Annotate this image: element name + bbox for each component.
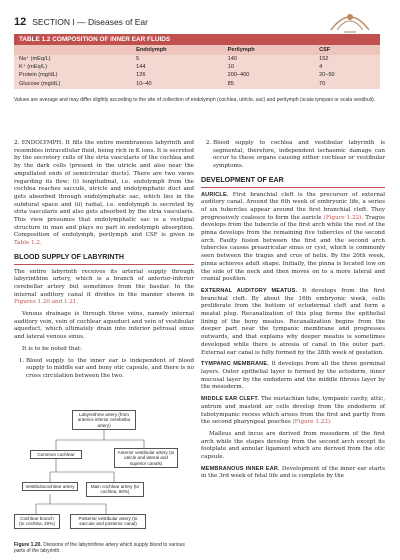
vestibulocochlear-node: Vestibulocochlear artery <box>22 482 78 491</box>
page-number: 12 <box>14 16 27 28</box>
list-item: 2. Blood supply to cochlea and vestibular labyrinth is segmental, therefore, independent ischaemic damage can occur to these organs causing either cochlear or vestibular symptoms. <box>213 140 385 171</box>
fluid-composition-table <box>14 34 380 89</box>
paragraph-text: It develops from all the three germinal layers. Outer epithelial layer is formed by the ectoderm, inner mucosal layer by the endoderm and the middle fibrous layer by the mesoderm. <box>201 361 385 391</box>
table-row <box>14 80 380 88</box>
table-cell: 85 <box>227 80 234 87</box>
table-cell: 4 <box>319 63 323 70</box>
subsection-heading: EXTERNAL AUDITORY MEATUS. <box>201 287 298 294</box>
labyrinthine-artery-diagram <box>14 400 194 540</box>
labyrinthine-artery-node: Labyrinthine artery (from anterior-inferior cerebellar artery) <box>72 410 136 430</box>
points-list-continued <box>201 140 385 171</box>
paragraph-text: The eustachian tube, tympanic cavity, attic, antrum and mastoid air cells develop from the endoderm of tubotympanic recess which arises from the first and partly from the second pharyngeal pouches <box>201 396 385 426</box>
development-heading: DEVELOPMENT OF EAR <box>201 177 385 188</box>
section-title: SECTION I — Diseases of Ear <box>32 17 148 27</box>
blood-supply-heading: BLOOD SUPPLY OF LABYRINTH <box>14 254 194 265</box>
table-cell: 70 <box>319 80 326 87</box>
left-column <box>14 140 194 385</box>
note-paragraph: It is to be noted that: <box>22 345 82 352</box>
table-row <box>14 55 380 63</box>
paragraph-text: It develops from the first branchial cleft. By about the 16th embryonic week, cells proliferate from the bottom of ectodermal cleft and form a meatal plug. Recanalization of this plug forms the epithelial lining of the bony meatus. Recanalization begins from the deeper part near the tympanic membrane and progresses outwards, and that explains why deeper meatus is sometimes developed while there is atresia of canal in the outer part. External ear canal is fully formed by the 28th week of gestation. <box>201 287 385 356</box>
subsection-heading: MEMBRANOUS INNER EAR. <box>201 465 280 472</box>
blood-supply-paragraph <box>14 269 194 308</box>
ossicles-paragraph: Malleus and incus are derived from mesoderm of the first arch while the stapes develop from the second arch except its footplate and annular ligament which are derived from the otic capsule. <box>201 430 385 461</box>
table-header-row <box>14 45 380 55</box>
paragraph-text: Tragus develops from the tubercle of the first arch while the rest of the pinna develops from the remaining five tubercles of the second arch. Faulty fusion between the first and the second arch tubercles causes preauricular sinus or cyst, which is commonly seen between the tragus and crus of helix. By the 20th week, pinna achieves adult shape. Initially, the pinna is located low on the side of the neck and then moves on to a more lateral and cranial position. <box>201 214 386 283</box>
figure-link[interactable]: (Figure 1.22). <box>323 214 364 221</box>
main-cochlear-node: Main cochlear artery (to cochlea, 80%) <box>86 482 144 497</box>
subsection-heading: TYMPANIC MEMBRANE. <box>201 361 269 368</box>
inner-ear-paragraph <box>201 466 385 481</box>
paragraph-text: Development of the inner ear starts in the 3rd week of fetal life and is complete by the <box>201 465 385 480</box>
endolymph-paragraph <box>14 140 194 248</box>
auricle-paragraph <box>201 192 385 284</box>
paragraph-text: The entire labyrinth receives its arterial supply through labyrinthine artery, which is a branch of anterior-inferior cerebellar artery but sometimes from the basilar. In the internal auditory canal it divides in the manner shown in <box>14 268 194 298</box>
table-cell: 10 <box>227 63 234 70</box>
eam-paragraph <box>201 288 385 357</box>
table-cell: 144 <box>136 63 146 70</box>
table-cell: Na⁺ (mEq/L) <box>19 55 51 62</box>
table-link[interactable]: Table 1.2. <box>14 240 42 247</box>
figure-caption-text: Divisions of the labyrinthine artery which supply blood to various parts of the labyrinth. <box>14 542 185 555</box>
table-grid <box>14 45 380 89</box>
points-list <box>14 358 194 381</box>
figure-caption-label: Figure 1.20. <box>14 542 42 548</box>
table-cell: 152 <box>319 55 329 62</box>
table-header-cell <box>14 45 131 55</box>
table-row <box>14 72 380 80</box>
table-cell: Glucose (mg/dL) <box>19 80 61 87</box>
logo-emblem-icon <box>327 8 373 34</box>
right-column <box>201 140 385 485</box>
table-header-cell: Endolymph <box>131 45 223 55</box>
figure-link[interactable]: (Figure 1.23). <box>292 419 332 426</box>
page-header <box>14 16 148 28</box>
table-cell: K⁺ (mEq/L) <box>19 63 48 70</box>
figure-caption <box>14 542 196 554</box>
middle-ear-paragraph <box>201 396 385 427</box>
table-row <box>14 63 380 71</box>
table-cell: 10–40 <box>136 80 152 87</box>
table-note: Values are average and may differ slightly according to the site of collection of endolymph (cochlea, utricle, sac) and perilymph (scala tympani or scala vestibuli). <box>14 97 376 103</box>
subsection-heading: MIDDLE EAR CLEFT. <box>201 396 260 403</box>
posterior-vestibular-node: Posterior vestibular artery (to saccule and posterior canal) <box>70 514 146 529</box>
table-cell: 126 <box>136 72 146 79</box>
figure-link[interactable]: Figures 1.20 and 1.21. <box>14 299 79 306</box>
subsection-heading: AURICLE. <box>201 191 229 198</box>
paragraph-text: First branchial cleft is the precursor of external auditory canal. Around the 6th week of embryonic life, a series of six tubercles appear around the first branchial cleft. They progressively coalesce to form the auricle <box>201 191 385 221</box>
common-cochlear-node: Common cochlear <box>30 450 82 459</box>
venous-drainage-paragraph: Venous drainage is through three veins, namely internal auditory vein, vein of cochlear aqueduct and vein of vestibular aqueduct, which ultimately drain into inferior petrosal sinus and lateral venous sinus. <box>14 311 194 341</box>
table-cell: 20–50 <box>319 72 335 79</box>
table-cell: 5 <box>136 55 140 62</box>
table-title: TABLE 1.2 COMPOSITION OF INNER EAR FLUIDS <box>14 34 380 45</box>
list-item: 1. Blood supply to the inner ear is independent of blood supply to middle ear and bony otic capsule, and there is no cross circulation between the two. <box>26 358 194 381</box>
table-cell: Protein (mg/dL) <box>19 72 58 79</box>
table-cell: 200–400 <box>227 72 250 79</box>
table-header-cell: CSF <box>314 45 380 55</box>
table-header-cell: Perilymph <box>223 45 315 55</box>
cochlear-branch-node: Cochlear branch (to cochlea, 20%) <box>14 514 60 529</box>
anterior-vestibular-node: Anterior vestibular artery (to utricle and lateral and superior canals) <box>114 448 178 468</box>
paragraph-text: 2. ENDOLYMPH. It fills the entire membranous labyrinth and resembles intracellular fluid, being rich in K ions. It is secreted by the secretory cells of the stria vascularis of the cochlea and by the dark cells (present in the utricle and also near the ampullated ends of semicircular ducts). There are two views regarding its flow: (i) longitudinal, i.e. endolymph from the cochlea reaches saccule, utricle and endolymphatic duct and gets absorbed through endolymphatic sac, which lies in the subdural space and (ii) radial, i.e. endolymph is secreted by stria vascularis and also gets absorbed by the stria vascularis. This view presumes that endolymphatic sac is a vestigial structure in man and plays no part in endolymph absorption. Composition of endolymph, perilymph and CSF is given in <box>14 140 194 239</box>
tympanic-membrane-paragraph <box>201 361 385 392</box>
table-cell: 140 <box>227 55 237 62</box>
